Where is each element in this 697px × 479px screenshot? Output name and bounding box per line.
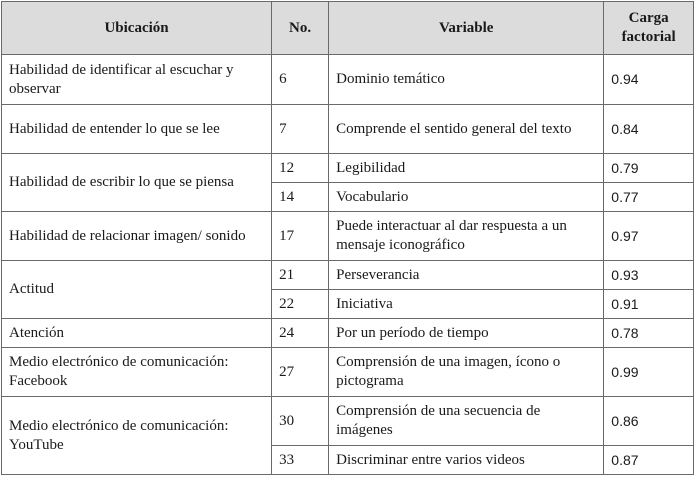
number-cell: 24: [272, 319, 329, 348]
number-cell: 14: [272, 183, 329, 212]
table-row: [2, 212, 694, 261]
number-cell: 22: [272, 290, 329, 319]
header-load: Carga factorial: [604, 2, 694, 55]
variable-cell: Perseverancia: [329, 261, 604, 290]
factor-loadings-table: [1, 1, 694, 475]
load-cell: 0.87: [604, 446, 694, 475]
number-cell: 27: [272, 348, 329, 397]
number-cell: 21: [272, 261, 329, 290]
table-row: [2, 154, 694, 183]
number-cell: 7: [272, 105, 329, 154]
table-row: [2, 319, 694, 348]
load-cell: 0.86: [604, 397, 694, 446]
location-cell: Habilidad de escribir lo que se piensa: [2, 154, 272, 212]
variable-cell: Por un período de tiempo: [329, 319, 604, 348]
location-cell: Habilidad de identificar al escuchar y observar: [2, 55, 272, 105]
location-cell: Actitud: [2, 261, 272, 319]
variable-cell: Discriminar entre varios videos: [329, 446, 604, 475]
variable-cell: Comprensión de una secuencia de imágenes: [329, 397, 604, 446]
location-cell: Atención: [2, 319, 272, 348]
variable-cell: Dominio temático: [329, 55, 604, 105]
number-cell: 17: [272, 212, 329, 261]
variable-cell: Puede interactuar al dar respuesta a un mensaje iconográfico: [329, 212, 604, 261]
variable-cell: Comprensión de una imagen, ícono o pictograma: [329, 348, 604, 397]
table-row: [2, 348, 694, 397]
location-cell: Habilidad de relacionar imagen/ sonido: [2, 212, 272, 261]
table-row: [2, 261, 694, 290]
header-variable: Variable: [329, 2, 604, 55]
location-cell: Medio electrónico de comunicación: Facebook: [2, 348, 272, 397]
variable-cell: Iniciativa: [329, 290, 604, 319]
load-cell: 0.78: [604, 319, 694, 348]
header-row: [2, 2, 694, 55]
load-cell: 0.94: [604, 55, 694, 105]
load-cell: 0.91: [604, 290, 694, 319]
table-row: [2, 55, 694, 105]
number-cell: 12: [272, 154, 329, 183]
table-row: [2, 397, 694, 446]
number-cell: 30: [272, 397, 329, 446]
load-cell: 0.93: [604, 261, 694, 290]
number-cell: 33: [272, 446, 329, 475]
header-number: No.: [272, 2, 329, 55]
load-cell: 0.77: [604, 183, 694, 212]
location-cell: Habilidad de entender lo que se lee: [2, 105, 272, 154]
load-cell: 0.97: [604, 212, 694, 261]
load-cell: 0.79: [604, 154, 694, 183]
number-cell: 6: [272, 55, 329, 105]
load-cell: 0.84: [604, 105, 694, 154]
variable-cell: Legibilidad: [329, 154, 604, 183]
variable-cell: Vocabulario: [329, 183, 604, 212]
header-location: Ubicación: [2, 2, 272, 55]
location-cell: Medio electrónico de comunicación: YouTube: [2, 397, 272, 475]
table-row: [2, 105, 694, 154]
variable-cell: Comprende el sentido general del texto: [329, 105, 604, 154]
load-cell: 0.99: [604, 348, 694, 397]
